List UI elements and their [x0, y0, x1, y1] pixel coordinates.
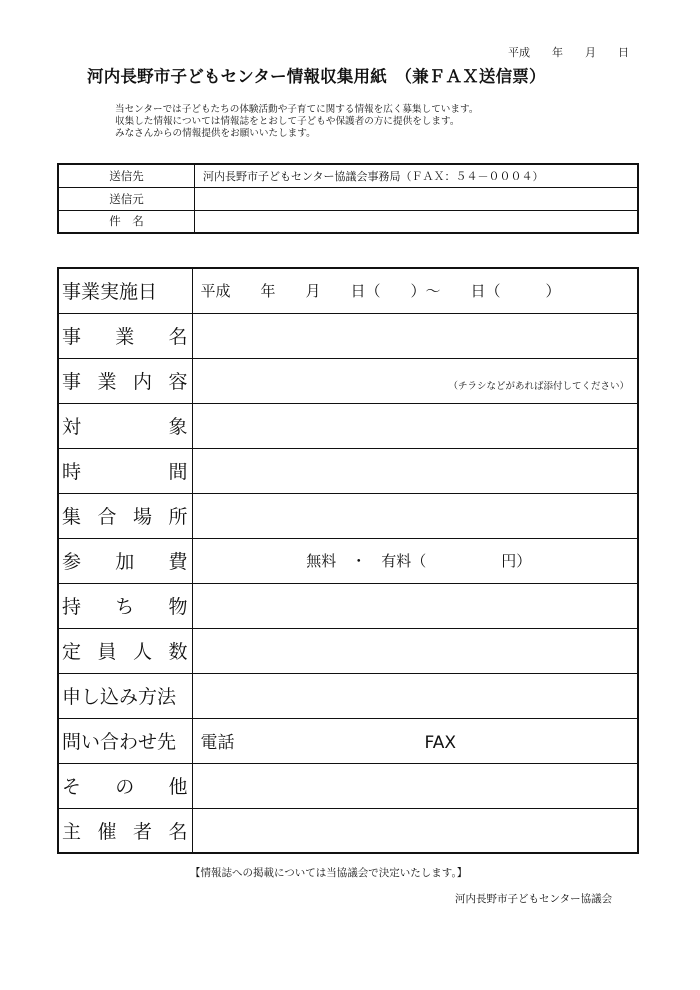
intro-line: 収集した情報については情報誌をとおして子どもや保護者の方に提供をします。 [115, 116, 460, 127]
label-char: 持 [62, 596, 82, 618]
label-other [62, 772, 188, 799]
label-char: 他 [168, 776, 188, 798]
label-target [62, 412, 188, 439]
label-time [62, 457, 188, 484]
row-fee [58, 538, 638, 583]
value-event-date[interactable]: 平成 年 月 日（ ）～ 日（ ） [192, 268, 638, 313]
label-char: 業 [115, 326, 135, 348]
label-char: 物 [168, 596, 188, 618]
value-application-method[interactable] [192, 673, 638, 718]
row-other [58, 763, 638, 808]
label-char: 象 [168, 416, 188, 438]
value-capacity[interactable] [192, 628, 638, 673]
value-event-content[interactable] [192, 358, 638, 403]
send-row-destination [58, 164, 638, 187]
label-char: 業 [97, 371, 117, 393]
label-char: 間 [168, 461, 188, 483]
row-time [58, 448, 638, 493]
label-application-method: 申し込み方法 [58, 673, 192, 718]
send-value-subject[interactable] [195, 210, 639, 233]
label-organizer [62, 817, 188, 844]
label-event-content [62, 367, 188, 394]
label-char: 定 [62, 641, 82, 663]
label-char: 容 [168, 371, 188, 393]
organization-name: 河内長野市子どもセンター協議会 [455, 893, 613, 905]
label-event-name [62, 322, 188, 349]
send-value-source[interactable] [195, 187, 639, 210]
label-meeting-place [62, 502, 188, 529]
label-char: 名 [168, 820, 188, 843]
label-char: 加 [115, 551, 135, 573]
page-title: 河内長野市子どもセンター情報収集用紙 （兼ＦＡＸ送信票） [87, 67, 546, 86]
send-row-subject [58, 210, 638, 233]
date-line: 平成 年 月 日 [508, 46, 629, 59]
label-capacity [62, 637, 188, 664]
label-char: 主 [62, 820, 82, 843]
label-event-date: 事業実施日 [58, 268, 192, 313]
row-application-method [58, 673, 638, 718]
send-info-table [57, 163, 639, 234]
label-char: 事 [62, 326, 82, 348]
intro-text [115, 104, 478, 140]
value-target[interactable] [192, 403, 638, 448]
label-char: 催 [97, 820, 117, 843]
row-organizer [58, 808, 638, 853]
event-info-table [57, 267, 639, 854]
label-char: そ [62, 776, 82, 798]
label-char: 数 [168, 641, 188, 663]
row-belongings [58, 583, 638, 628]
label-contact: 問い合わせ先 [58, 718, 192, 763]
row-contact [58, 718, 638, 763]
label-char: 時 [62, 461, 82, 483]
label-char: 名 [168, 326, 188, 348]
row-capacity [58, 628, 638, 673]
label-belongings [62, 592, 188, 619]
row-event-date [58, 268, 638, 313]
row-target [58, 403, 638, 448]
value-event-name[interactable] [192, 313, 638, 358]
send-label-source: 送信元 [58, 187, 195, 210]
send-row-source [58, 187, 638, 210]
label-char: 員 [97, 641, 117, 663]
row-event-name [58, 313, 638, 358]
label-char: 内 [132, 371, 152, 393]
send-label-subject: 件 名 [58, 210, 195, 233]
value-belongings[interactable] [192, 583, 638, 628]
value-contact[interactable] [192, 718, 638, 763]
label-char: 合 [97, 506, 117, 528]
label-char: 集 [62, 506, 82, 528]
fax-label: FAX [424, 733, 456, 753]
intro-line: 当センターでは子どもたちの体験活動や子育てに関する情報を広く募集しています。 [115, 104, 479, 115]
value-time[interactable] [192, 448, 638, 493]
send-label-destination: 送信先 [58, 164, 195, 187]
send-value-destination[interactable]: 河内長野市子どもセンター協議会事務局（ＦＡＸ：５４－０００４） [195, 164, 639, 187]
label-char: 費 [168, 551, 188, 573]
label-char: 者 [132, 820, 152, 843]
label-char: 事 [62, 371, 82, 393]
row-event-content [58, 358, 638, 403]
label-fee [62, 547, 188, 574]
row-meeting-place [58, 493, 638, 538]
value-fee[interactable]: 無料 ・ 有料（ 円） [192, 538, 638, 583]
label-char: 場 [132, 506, 152, 528]
label-char: 対 [62, 416, 82, 438]
label-char: の [115, 776, 135, 798]
label-char: 所 [168, 506, 188, 528]
footer-note: 【情報誌への掲載については当協議会で決定いたします。】 [190, 867, 468, 879]
attach-note: （チラシなどがあれば添付してください） [448, 380, 629, 392]
value-meeting-place[interactable] [192, 493, 638, 538]
label-char: 人 [132, 641, 152, 663]
label-char: 参 [62, 551, 82, 573]
intro-line: みなさんからの情報提供をお願いいたします。 [115, 128, 316, 139]
label-char: ち [115, 596, 135, 618]
phone-label: 電話 [200, 733, 235, 753]
value-other[interactable] [192, 763, 638, 808]
value-organizer[interactable] [192, 808, 638, 853]
